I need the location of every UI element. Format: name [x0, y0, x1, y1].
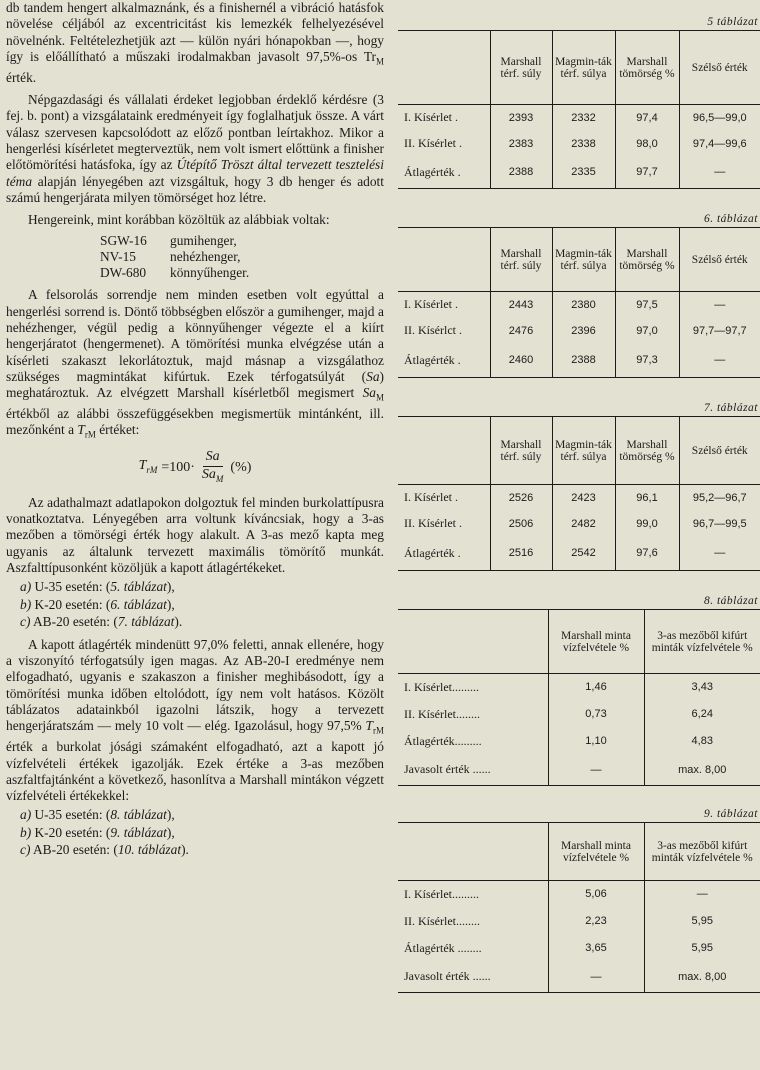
table-header: Marshall tömörség % — [615, 417, 679, 485]
table-row: II. Kísérlet . 2383 2338 98,0 97,4—99,6 — [398, 131, 760, 157]
table-row: II. Kísérlet........ 0,73 6,24 — [398, 701, 760, 728]
paragraph-6: A kapott átlagérték mindenütt 97,0% feletti, annak ellenére, hogy a viszonyító térfogatsúly igen magas. Az AB-20-I eredménye nem elfogadható, ugyanis e szakaszon a finisher meghibásodott, így a tömörítési munka időben eltolódott, így nem volt hatásos. Közölt táblázatos adatainkból igazolni látszik, hogy a tervezett hengerjáratszám — mely 10 volt — elég. Igazolásul, hogy 97,5% $T_{rM}$ érték a burkolat jósági számaként elfogadható, azt a kapott jó vízfelvételi értékek igazolják. Ezek értéke a 3-as mezőben aszfaltfajtánként a következő, hasonlítva a Marshall mintákon végzett vízfelvételi értékekkel: — [6, 636, 384, 804]
table-6 — [398, 227, 760, 378]
table-8 — [398, 609, 760, 786]
table-caption: 5 táblázat — [707, 16, 758, 28]
table-row: II. Kísérlet . 2506 2482 99,0 96,7—99,5 — [398, 511, 760, 537]
table-header: 3-as mezőből kifúrt minták vízfelvétele % — [644, 823, 760, 881]
right-tables-column — [398, 14, 760, 993]
table-header: Szélső érték — [679, 228, 760, 292]
table-caption: 7. táblázat — [703, 402, 758, 414]
table-row: Javasolt érték ...... — max. 8,00 — [398, 755, 760, 786]
list-item: SGW-16 gumihenger, — [100, 232, 237, 248]
list-item: b) K-20 esetén: (6. táblázat), — [20, 596, 175, 612]
list-item: a) U-35 esetén: (8. táblázat), — [20, 807, 175, 823]
table-row: Átlagérték . 2516 2542 97,6 — — [398, 537, 760, 571]
table-row: Átlagérték . 2388 2335 97,7 — — [398, 157, 760, 189]
roller-list — [6, 233, 384, 282]
list-item: a) U-35 esetén: (5. táblázat), — [20, 579, 175, 595]
table-row: Javasolt érték ...... — max. 8,00 — [398, 962, 760, 993]
table-row: I. Kísérlet . 2526 2423 96,1 95,2—96,7 — [398, 485, 760, 511]
table-header — [398, 823, 548, 881]
table-row: I. Kísérlet . 2393 2332 97,4 96,5—99,0 — [398, 105, 760, 131]
table-header — [398, 31, 490, 105]
table-row: II. Kísérlet........ 2,23 5,95 — [398, 908, 760, 935]
table-header: Magmin-ták térf. súlya — [552, 31, 615, 105]
table-header: Marshall tömörség % — [615, 228, 679, 292]
table-row: Átlagérték......... 1,10 4,83 — [398, 728, 760, 755]
table-row: I. Kísérlet......... 5,06 — — [398, 881, 760, 908]
table-row: Átlagérték . 2460 2388 97,3 — — [398, 344, 760, 378]
table-caption: 6. táblázat — [703, 213, 758, 225]
table-header: Szélső érték — [679, 417, 760, 485]
table-5 — [398, 30, 760, 189]
table-caption: 9. táblázat — [703, 808, 758, 820]
table-header — [398, 610, 548, 674]
table-row: I. Kísérlet......... 1,46 3,43 — [398, 674, 760, 701]
paragraph-2: Népgazdasági és vállalati érdeket legjobban érdeklő kérdésre (3 fej. b. pont) a vizsgálataink eredményeit így foglalhatjuk össze. A várt válasz szervesen kapcsolódott az előző pontban leírtakhoz. Mikor a hengerlési kísérletet megterveztük, nem volt ismert előttünk a finisher előtömörítési hatásfoka, így az Útépítő Tröszt által tervezett tesztelési téma alapján lényegében azt vizsgáltuk, hogy 3 db henger és adott számú hengerjárata milyen tömörséget hoz létre. — [6, 92, 384, 205]
table-header: Marshall tömörség % — [615, 31, 679, 105]
case-list-2 — [6, 806, 384, 859]
paragraph-1: db tandem hengert alkalmaznánk, és a finishernél a vibráció hatásfok növelése céljából az excentricitást kis lemezkék felhelyezésével növelnénk. Feltételezhetjük azt — külön nyári hónapokban —, hogy így is előállítható a műszaki irodalmakban javasolt 97,5%-os $Tr_M$ érték. — [6, 0, 384, 85]
table-header: 3-as mezőből kifúrt minták vízfelvétele % — [644, 610, 760, 674]
case-list-1 — [6, 578, 384, 631]
table-header: Magmin-ták térf. súlya — [552, 417, 615, 485]
list-item: NV-15 nehézhenger, — [100, 248, 241, 264]
table-header: Marshall minta vízfelvétele % — [548, 823, 644, 881]
table-header: Marshall térf. súly — [490, 228, 552, 292]
formula: $T_{rM}$ =100· $\frac{Sa}{Sa_M}$ (%) — [138, 449, 252, 484]
table-9 — [398, 822, 760, 993]
table-header: Marshall minta vízfelvétele % — [548, 610, 644, 674]
table-7 — [398, 416, 760, 571]
table-header — [398, 417, 490, 485]
list-item: c) AB-20 esetén: (10. táblázat). — [20, 842, 189, 858]
paragraph-5: Az adathalmazt adatlapokon dolgoztuk fel minden burkolattípusra vonatkoztatva. Lényegében arra voltunk kíváncsiak, hogy a 3-as mezőben a tömörségi érték hogy alakult. A 3-as mező kapta meg ugyanis az általunk tervezett maximális tömörítő munkát. Aszfalttípusonként közöljük a kapott átlagértékeket. — [6, 494, 384, 576]
table-caption: 8. táblázat — [703, 595, 758, 607]
paragraph-4: A felsorolás sorrendje nem minden esetben volt egyúttal a hengerlési sorrend is. Döntő többségben először a gumihenger, majd a nehézhenger, végül pedig a könnyűhenger végezte el a kiírt hengerjáratot (hengermenet). A tömörítési munka elvégzése után a kísérleti szakaszt lekorlátoztuk, majd másnap a vizsgálathoz szükséges magmintákat kifúrtuk. Ezek térfogatsúlyát (Sa) meghatároztuk. Az elvégzett Marshall kísérletből megismert $Sa_M$ értékből az alábbi összefüggésekben megismertük mintánként, ill. mezőnként a $T_{rM}$ értéket: — [6, 287, 384, 441]
table-header: Marshall térf. súly — [490, 417, 552, 485]
table-header: Magmin-ták térf. súlya — [552, 228, 615, 292]
left-text-column — [6, 0, 384, 865]
table-header: Szélső érték — [679, 31, 760, 105]
paragraph-3: Hengereink, mint korábban közöltük az alábbiak voltak: — [28, 212, 330, 228]
table-row: II. Kísérlct . 2476 2396 97,0 97,7—97,7 — [398, 318, 760, 344]
list-item: b) K-20 esetén: (9. táblázat), — [20, 824, 175, 840]
table-header: Marshall térf. súly — [490, 31, 552, 105]
table-row: Átlagérték ........ 3,65 5,95 — [398, 935, 760, 962]
list-item: DW-680 könnyűhenger. — [100, 265, 250, 281]
list-item: c) AB-20 esetén: (7. táblázat). — [20, 614, 183, 630]
table-row: I. Kísérlet . 2443 2380 97,5 — — [398, 292, 760, 318]
table-header — [398, 228, 490, 292]
